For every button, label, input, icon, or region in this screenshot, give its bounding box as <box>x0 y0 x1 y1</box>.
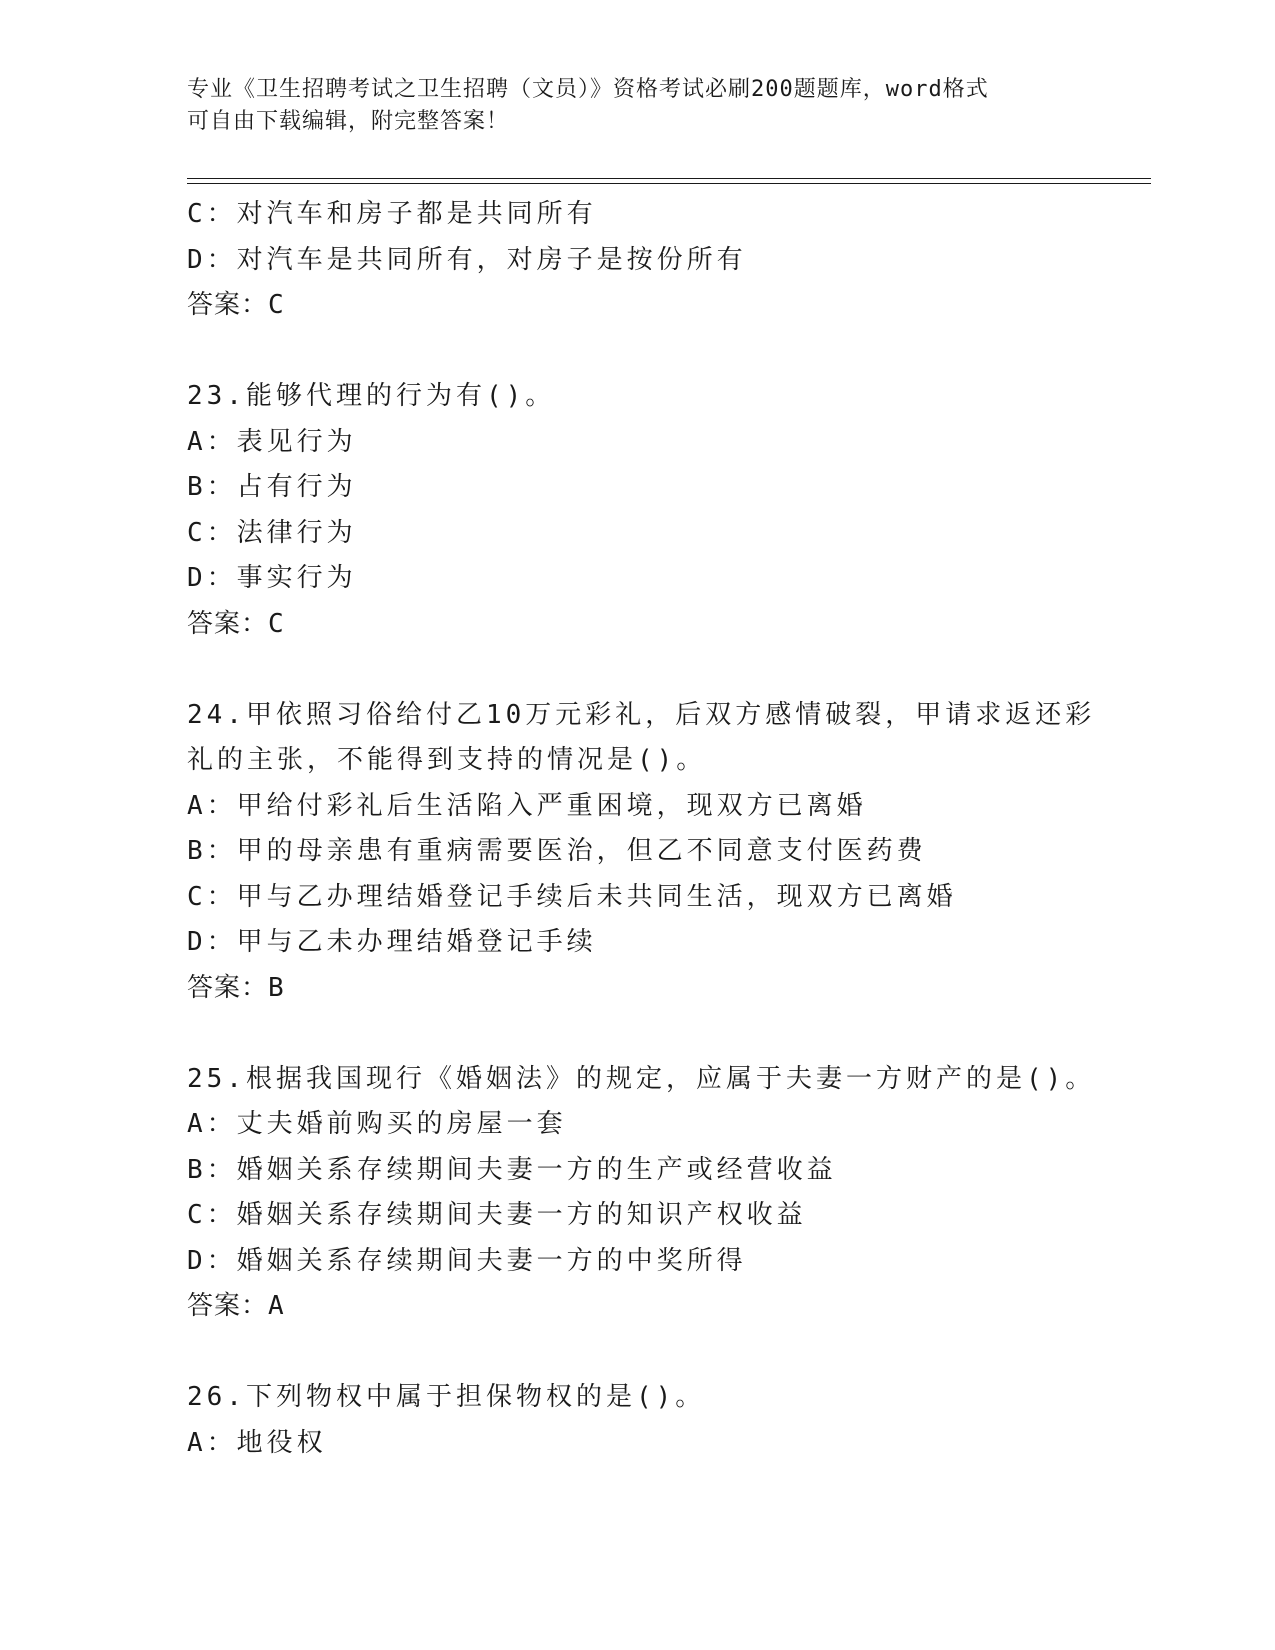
option-a: A：表见行为 <box>187 426 357 457</box>
spacer <box>187 1011 1107 1057</box>
question-content <box>187 192 1107 1466</box>
option-a: A：丈夫婚前购买的房屋一套 <box>187 1109 567 1139</box>
answer-line: 答案：C <box>187 290 285 320</box>
header-line-2: 可自由下载编辑，附完整答案！ <box>187 109 510 134</box>
question-26-stem: 26.下列物权中属于担保物权的是()。 <box>187 1382 706 1412</box>
question-25-stem: 25.根据我国现行《婚姻法》的规定，应属于夫妻一方财产的是()。 <box>187 1063 1096 1094</box>
option-d: D：甲与乙未办理结婚登记手续 <box>187 927 597 957</box>
header-divider-bottom <box>187 183 1151 184</box>
spacer <box>187 647 1107 693</box>
option-c: C：对汽车和房子都是共同所有 <box>187 199 597 229</box>
option-d: D：事实行为 <box>187 563 357 593</box>
spacer <box>187 1330 1107 1376</box>
option-c: C：法律行为 <box>187 517 357 548</box>
spacer <box>187 329 1107 375</box>
option-c: C：婚姻关系存续期间夫妻一方的知识产权收益 <box>187 1200 807 1230</box>
question-24-stem-line-1: 24.甲依照习俗给付乙10万元彩礼，后双方感情破裂，甲请求返还彩 <box>187 699 1096 730</box>
header-line-1: 专业《卫生招聘考试之卫生招聘（文员）》资格考试必刷200题题库，word格式 <box>187 77 989 102</box>
question-24-stem-line-2: 礼的主张，不能得到支持的情况是()。 <box>187 745 707 775</box>
answer-line: 答案：C <box>187 608 285 639</box>
document-header <box>187 74 1087 138</box>
option-a: A：地役权 <box>187 1427 327 1458</box>
question-23-stem: 23.能够代理的行为有()。 <box>187 381 556 411</box>
option-b: B：婚姻关系存续期间夫妻一方的生产或经营收益 <box>187 1154 837 1185</box>
option-b: B：甲的母亲患有重病需要医治，但乙不同意支付医药费 <box>187 836 927 866</box>
answer-line: 答案：B <box>187 972 285 1003</box>
answer-line: 答案：A <box>187 1291 285 1321</box>
option-c: C：甲与乙办理结婚登记手续后未共同生活，现双方已离婚 <box>187 881 957 912</box>
option-d: D：对汽车是共同所有，对房子是按份所有 <box>187 244 747 275</box>
option-a: A：甲给付彩礼后生活陷入严重困境，现双方已离婚 <box>187 790 867 821</box>
option-b: B：占有行为 <box>187 472 357 502</box>
option-d: D：婚姻关系存续期间夫妻一方的中奖所得 <box>187 1245 747 1276</box>
header-divider-top <box>187 178 1151 179</box>
